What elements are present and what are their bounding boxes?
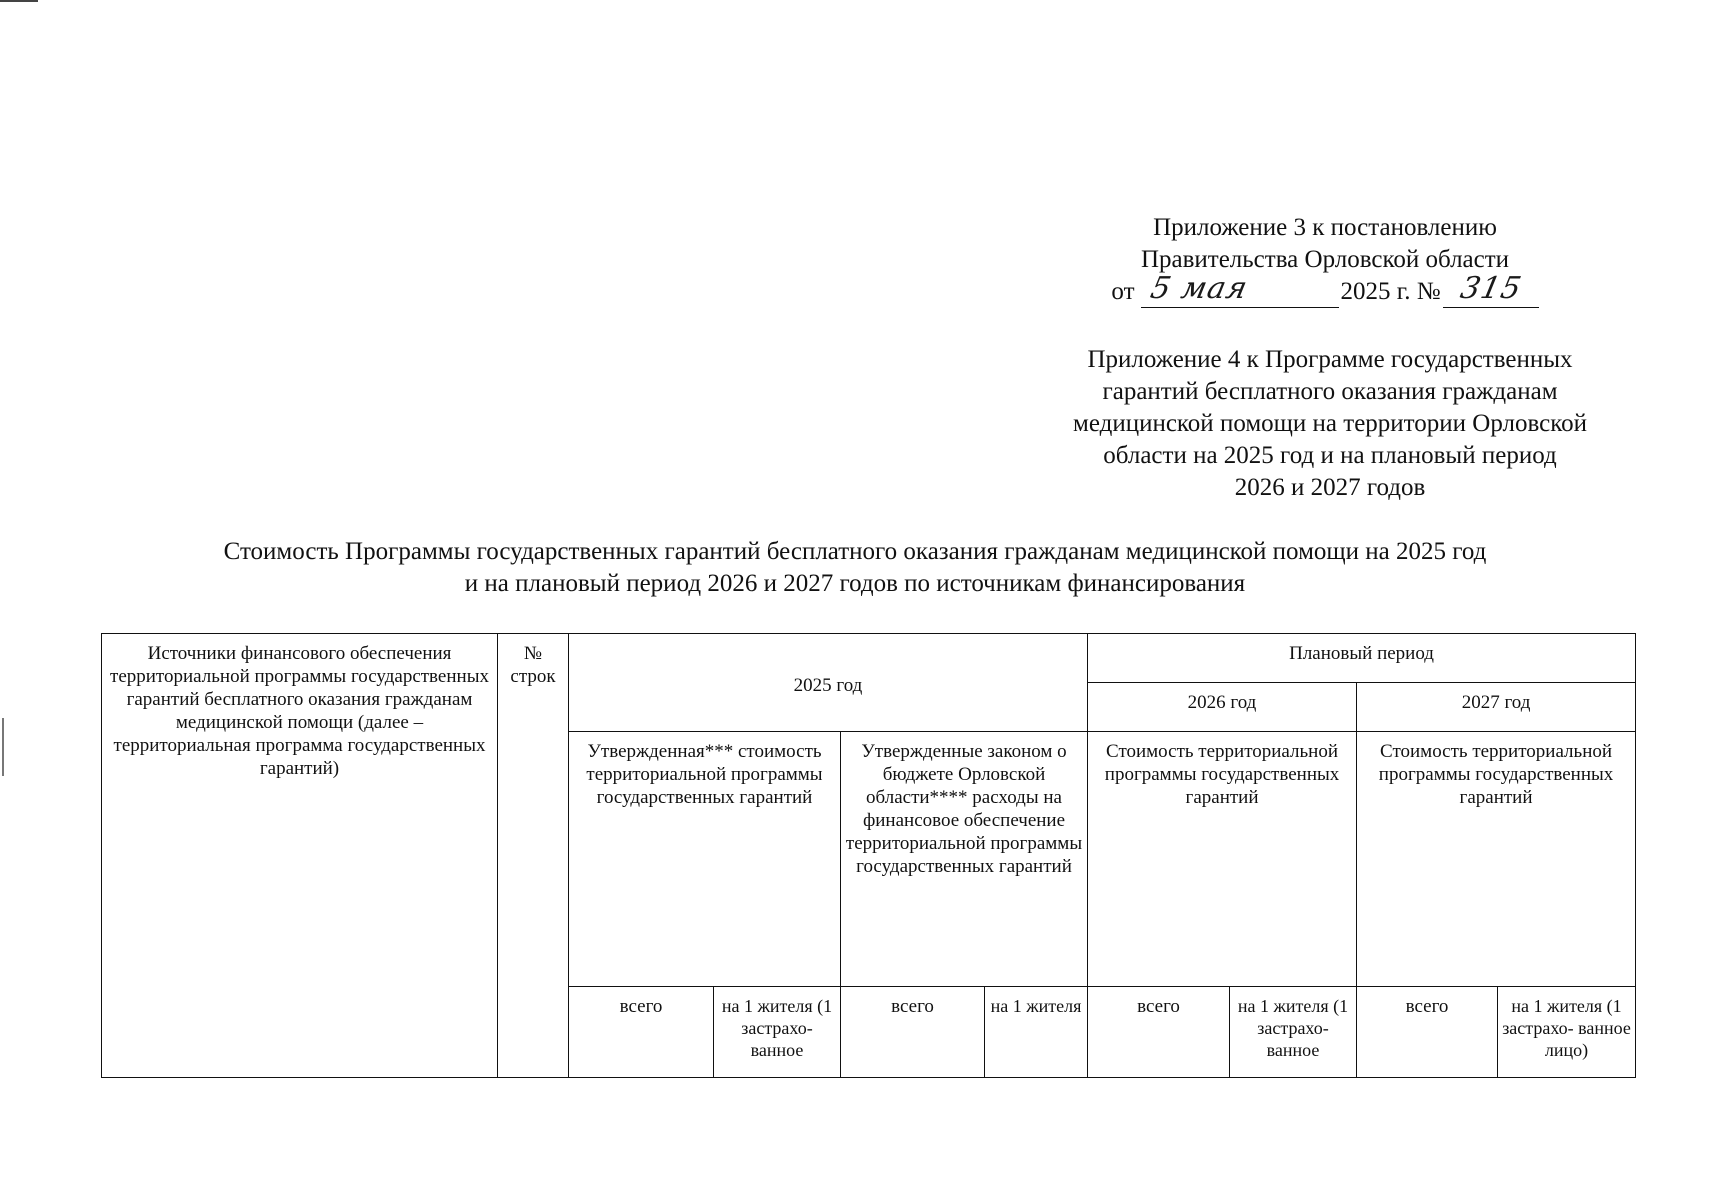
scan-edge-mark — [0, 0, 38, 2]
subheader-total-budget: всего — [841, 987, 985, 1078]
handwritten-date: 5 мая — [1146, 271, 1251, 306]
header-row-number: № строк — [498, 634, 569, 1078]
subheader-per-resident-approved: на 1 жителя (1 застрахо- ванное — [714, 987, 841, 1078]
year-number-label: 2025 г. № — [1340, 278, 1441, 305]
subheader-total-2026: всего — [1088, 987, 1230, 1078]
subheader-per-resident-budget: на 1 жителя — [985, 987, 1088, 1078]
appendix-4-line-5: 2026 и 2027 годов — [1234, 474, 1426, 501]
appendix-3-line-2: Правительства Орловской области — [1140, 246, 1510, 273]
header-year-2026: 2026 год — [1088, 683, 1357, 732]
header-cost-2027: Стоимость территориальной программы государственных гарантий — [1357, 732, 1636, 987]
header-sources: Источники финансового обеспечения территориальной программы государственных гарантий бесплатного оказания гражданам медицинской помощи (далее – территориальная программа государственных гарантий) — [102, 634, 498, 1078]
from-label: от — [1111, 278, 1135, 305]
appendix-3-date-line — [1060, 271, 1590, 308]
subheader-per-resident-2027: на 1 жителя (1 застрахо- ванное лицо) — [1498, 987, 1636, 1078]
subheader-total-approved: всего — [569, 987, 714, 1078]
number-field — [1443, 271, 1539, 308]
handwritten-number: 315 — [1456, 271, 1525, 306]
subheader-total-2027: всего — [1357, 987, 1498, 1078]
appendix-4-line-2: гарантий бесплатного оказания гражданам — [1102, 378, 1558, 405]
appendix-4-header — [1020, 344, 1640, 504]
scan-edge-mark-left — [2, 718, 4, 776]
appendix-4-line-3: медицинской помощи на территории Орловской — [1073, 410, 1587, 437]
document-title — [120, 536, 1590, 600]
header-budget-law-expenses: Утвержденные законом о бюджете Орловской области**** расходы на финансовое обеспечение территориальной программы государственных гарантий — [841, 732, 1088, 987]
header-year-2027: 2027 год — [1357, 683, 1636, 732]
header-cost-2026: Стоимость территориальной программы государственных гарантий — [1088, 732, 1357, 987]
appendix-3-line-1: Приложение 3 к постановлению — [1153, 214, 1497, 241]
header-planned-period: Плановый период — [1088, 634, 1636, 683]
appendix-4-line-4: области на 2025 год и на плановый период — [1103, 442, 1557, 469]
date-field — [1141, 271, 1339, 308]
appendix-4-line-1: Приложение 4 к Программе государственных — [1087, 346, 1573, 373]
document-title-line-1: Стоимость Программы государственных гарантий бесплатного оказания гражданам медицинской помощи на 2025 год — [223, 538, 1487, 565]
subheader-per-resident-2026: на 1 жителя (1 застрахо- ванное — [1230, 987, 1357, 1078]
header-approved-cost: Утвержденная*** стоимость территориальной программы государственных гарантий — [569, 732, 841, 987]
document-title-line-2: и на плановый период 2026 и 2027 годов по источникам финансирования — [464, 570, 1246, 597]
appendix-3-header — [1060, 212, 1590, 308]
header-year-2025: 2025 год — [569, 634, 1088, 732]
financing-table — [101, 633, 1636, 1078]
